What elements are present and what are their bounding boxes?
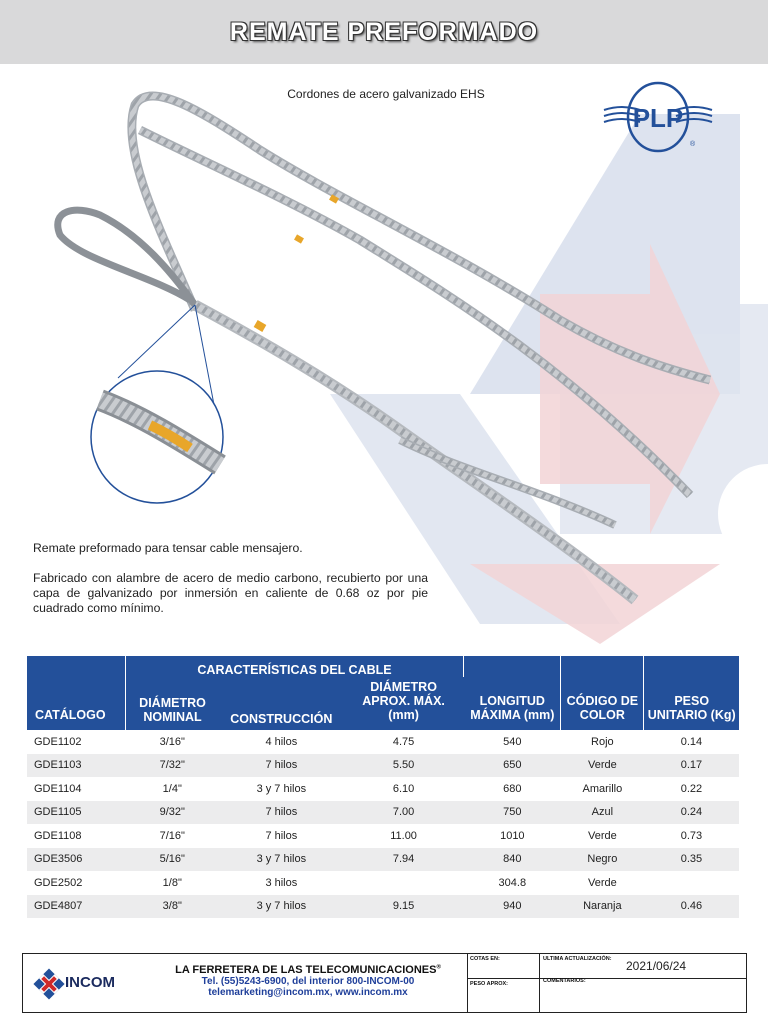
cell-longitud: 750 — [464, 801, 561, 825]
cotas-label: COTAS EN: — [470, 956, 500, 962]
cell-codigo: Amarillo — [561, 777, 644, 801]
cell-diametro-aprox: 5.50 — [343, 754, 463, 778]
description-intro: Remate preformado para tensar cable mensajero. — [33, 541, 303, 555]
table-row — [27, 871, 739, 895]
cell-peso: 0.14 — [644, 730, 739, 754]
cell-codigo: Rojo — [561, 730, 644, 754]
footer-email-web: telemarketing@incom.mx, www.incom.mx — [208, 987, 408, 998]
cell-peso: 0.17 — [644, 754, 739, 778]
cell-diametro-aprox: 7.94 — [343, 848, 463, 872]
cell-construccion: 3 y 7 hilos — [219, 848, 343, 872]
col-longitud: LONGITUD MÁXIMA (mm) — [464, 656, 561, 730]
cell-longitud: 540 — [464, 730, 561, 754]
peso-aprox-label: PESO APROX: — [470, 981, 508, 987]
cell-catalogo: GDE1102 — [27, 730, 125, 754]
cell-longitud: 1010 — [464, 824, 561, 848]
table-row — [27, 824, 739, 848]
col-diametro-nominal: DIÁMETRO NOMINAL — [125, 677, 219, 730]
table-row — [27, 754, 739, 778]
cell-codigo: Verde — [561, 871, 644, 895]
product-illustration — [50, 90, 730, 610]
cell-diametro-aprox: 11.00 — [343, 824, 463, 848]
cell-diametro-nominal: 7/32" — [125, 754, 219, 778]
product-subtitle: Cordones de acero galvanizado EHS — [287, 87, 485, 101]
table-row — [27, 895, 739, 919]
cell-construccion: 7 hilos — [219, 824, 343, 848]
cell-catalogo: GDE2502 — [27, 871, 125, 895]
footer-company-name: LA FERRETERA DE LAS TELECOMUNICACIONES — [175, 964, 437, 976]
cell-diametro-aprox: 6.10 — [343, 777, 463, 801]
cell-longitud: 680 — [464, 777, 561, 801]
cell-construccion: 3 y 7 hilos — [219, 777, 343, 801]
cell-peso: 0.24 — [644, 801, 739, 825]
cell-codigo: Azul — [561, 801, 644, 825]
cell-construccion: 3 y 7 hilos — [219, 895, 343, 919]
cell-diametro-nominal: 1/8" — [125, 871, 219, 895]
footer-contact — [148, 964, 468, 998]
cell-longitud: 304.8 — [464, 871, 561, 895]
comments-label: COMENTARIOS: — [543, 978, 586, 984]
cell-codigo: Verde — [561, 824, 644, 848]
spec-table — [27, 656, 739, 918]
cell-diametro-aprox: 7.00 — [343, 801, 463, 825]
cell-catalogo: GDE1104 — [27, 777, 125, 801]
col-diametro-aprox: DIÁMETRO APROX. MÁX. (mm) — [343, 677, 463, 730]
cell-peso — [644, 871, 739, 895]
footer-registered-mark: ® — [436, 964, 441, 971]
table-row — [27, 801, 739, 825]
footer-box — [22, 953, 747, 1013]
cell-peso: 0.73 — [644, 824, 739, 848]
update-label: ULTIMA ACTUALIZACIÓN: — [543, 956, 612, 962]
page-title: REMATE PREFORMADO — [229, 18, 539, 46]
cell-peso: 0.22 — [644, 777, 739, 801]
cell-diametro-nominal: 3/16" — [125, 730, 219, 754]
cell-diametro-nominal: 7/16" — [125, 824, 219, 848]
cell-construccion: 7 hilos — [219, 754, 343, 778]
cell-diametro-nominal: 9/32" — [125, 801, 219, 825]
table-row — [27, 848, 739, 872]
cell-longitud: 940 — [464, 895, 561, 919]
cell-longitud: 650 — [464, 754, 561, 778]
incom-logo-text: INCOM — [65, 974, 115, 991]
svg-text:®: ® — [690, 141, 696, 148]
cell-codigo: Verde — [561, 754, 644, 778]
cell-diametro-nominal: 5/16" — [125, 848, 219, 872]
cell-construccion: 4 hilos — [219, 730, 343, 754]
cell-peso: 0.46 — [644, 895, 739, 919]
group-header-cable: CARACTERÍSTICAS DEL CABLE — [125, 656, 464, 677]
cell-catalogo: GDE3506 — [27, 848, 125, 872]
cell-codigo: Naranja — [561, 895, 644, 919]
cell-peso: 0.35 — [644, 848, 739, 872]
cell-longitud: 840 — [464, 848, 561, 872]
cell-diametro-nominal: 3/8" — [125, 895, 219, 919]
cell-diametro-nominal: 1/4" — [125, 777, 219, 801]
cell-catalogo: GDE1105 — [27, 801, 125, 825]
cell-diametro-aprox — [343, 871, 463, 895]
header-banner — [0, 0, 768, 64]
description-detail: Fabricado con alambre de acero de medio carbono, recubierto por una capa de galvanizado por inmersión en caliente de 0.68 oz por pie cuadrado como mínimo. — [33, 571, 428, 615]
svg-text:PLP: PLP — [632, 103, 684, 133]
col-construccion: CONSTRUCCIÓN — [219, 677, 343, 730]
col-peso: PESO UNITARIO (Kg) — [644, 656, 739, 730]
table-row — [27, 777, 739, 801]
cell-construccion: 3 hilos — [219, 871, 343, 895]
update-date: 2021/06/24 — [626, 959, 687, 973]
cell-catalogo: GDE1103 — [27, 754, 125, 778]
cell-codigo: Negro — [561, 848, 644, 872]
table-row — [27, 730, 739, 754]
col-catalogo: CATÁLOGO — [27, 656, 125, 730]
cell-catalogo: GDE4807 — [27, 895, 125, 919]
footer-phone: Tel. (55)5243-6900, del interior 800-INCOM-00 — [201, 976, 415, 987]
cell-diametro-aprox: 9.15 — [343, 895, 463, 919]
cell-diametro-aprox: 4.75 — [343, 730, 463, 754]
cell-catalogo: GDE1108 — [27, 824, 125, 848]
product-description — [33, 541, 428, 631]
col-codigo: CÓDIGO DE COLOR — [561, 656, 644, 730]
cell-construccion: 7 hilos — [219, 801, 343, 825]
color-code-mark — [254, 320, 267, 332]
